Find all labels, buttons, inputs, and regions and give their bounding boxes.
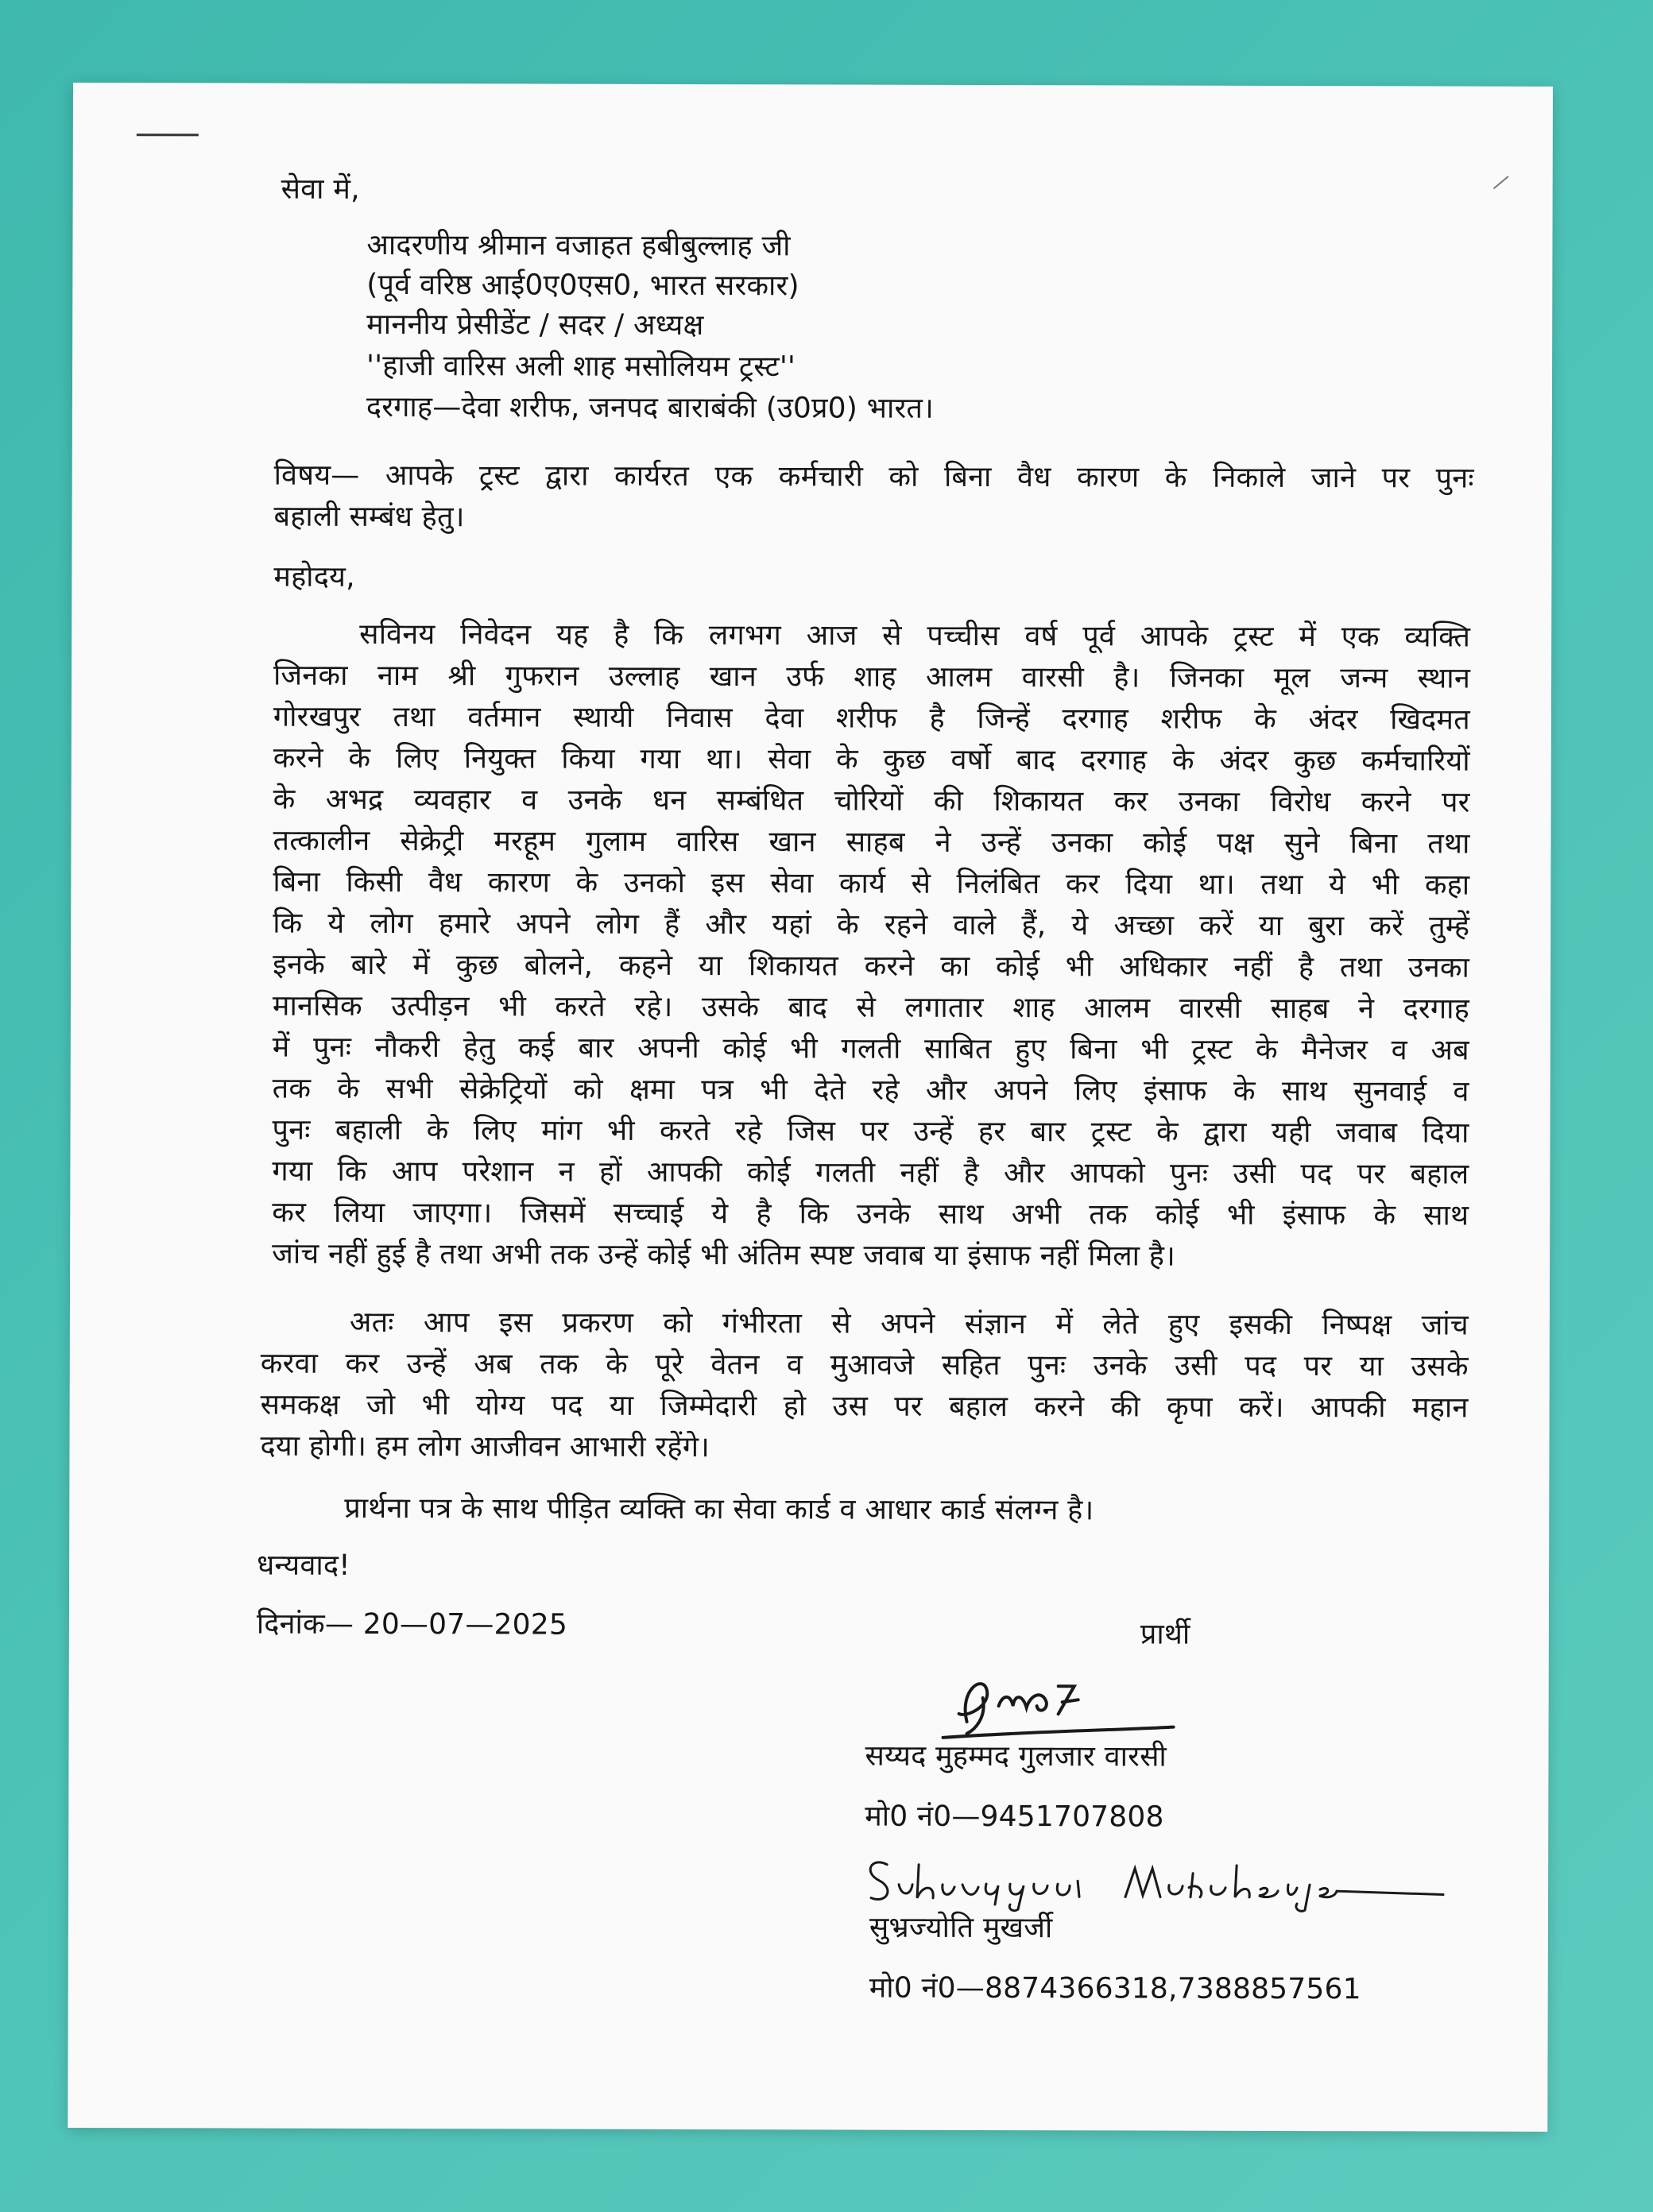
greeting: महोदय, xyxy=(273,560,355,594)
body-line: तत्कालीन सेक्रेट्री मरहूम गुलाम वारिस खान साहब ने उन्हें उनका कोई पक्ष सुने बिना तथा xyxy=(273,824,1470,860)
body-line: गोरखपुर तथा वर्तमान स्थायी निवास देवा शरीफ है जिन्हें दरगाह शरीफ के अंदर खिदमत xyxy=(273,700,1470,737)
signer2-name: सुभ्रज्योति मुखर्जी xyxy=(869,1911,1053,1945)
body-line: बिना किसी वैध कारण के उनको इस सेवा कार्य से निलंबित कर दिया था। तथा ये भी कहा xyxy=(273,865,1470,902)
enclosure-note: प्रार्थना पत्र के साथ पीड़ित व्यक्ति का सेवा कार्ड व आधार कार्ड संलग्न है। xyxy=(344,1491,1094,1527)
body-line: कि ये लोग हमारे अपने लोग हैं और यहां के रहने वाले हैं, ये अच्छा करें या बुरा करें तुम्हें xyxy=(273,907,1470,943)
address-line: ''हाजी वारिस अली शाह मसोलियम ट्रस्ट'' xyxy=(366,349,796,384)
salutation-to: सेवा में, xyxy=(281,172,360,206)
signer1-phone: मो0 नं0—9451707808 xyxy=(865,1800,1164,1834)
address-line: आदरणीय श्रीमान वजाहत हबीबुल्लाह जी xyxy=(366,228,791,263)
body-line: जिनका नाम श्री गुफरान उल्लाह खान उर्फ शाह आलम वारसी है। जिनका मूल जन्म स्थान xyxy=(273,659,1471,695)
subject-line: बहाली सम्बंध हेतु। xyxy=(273,500,465,534)
body-line: दया होगी। हम लोग आजीवन आभारी रहेंगे। xyxy=(260,1429,710,1464)
body-line: गया कि आप परेशान न हों आपकी कोई गलती नहीं है और आपको पुनः उसी पद पर बहाल xyxy=(272,1154,1469,1191)
body-line: जांच नहीं हुई है तथा अभी तक उन्हें कोई भी अंतिम स्पष्ट जवाब या इंसाफ नहीं मिला है। xyxy=(272,1237,1176,1273)
address-line: दरगाह—देवा शरीफ, जनपद बाराबंकी (उ0प्र0) भारत। xyxy=(366,390,935,425)
signature-2 xyxy=(855,1849,1459,1914)
body-line: करवा कर उन्हें अब तक के पूरे वेतन व मुआवजे सहित पुनः उनके उसी पद पर या उसके xyxy=(260,1347,1469,1383)
subject-line: विषय— आपके ट्रस्ट द्वारा कार्यरत एक कर्मचारी को बिना वैध कारण के निकाले जाने पर पुनः xyxy=(273,458,1474,495)
body-line: कर लिया जाएगा। जिसमें सच्चाई ये है कि उनके साथ अभी तक कोई भी इंसाफ के साथ xyxy=(272,1196,1469,1232)
body-line: करने के लिए नियुक्त किया गया था। सेवा के कुछ वर्षो बाद दरगाह के अंदर कुछ कर्मचारियों xyxy=(273,741,1470,778)
body-line: में पुनः नौकरी हेतु कई बार अपनी कोई भी गलती साबित हुए बिना भी ट्रस्ट के मैनेजर व अब xyxy=(272,1031,1469,1067)
body-line: इनके बारे में कुछ बोलने, कहने या शिकायत करने का कोई भी अधिकार नहीं है तथा उनका xyxy=(273,948,1470,984)
body-line: मानसिक उत्पीड़न भी करते रहे। उसके बाद से लगातार शाह आलम वारसी साहब ने दरगाह xyxy=(272,989,1470,1026)
pen-tick-mark xyxy=(1493,176,1509,189)
signer1-name: सय्यद मुहम्मद गुलजार वारसी xyxy=(865,1739,1167,1773)
letter-date: दिनांक— 20—07—2025 xyxy=(256,1607,568,1642)
body-line: पुनः बहाली के लिए मांग भी करते रहे जिस पर उन्हें हर बार ट्रस्ट के द्वारा यही जवाब दिया xyxy=(272,1113,1469,1150)
body-line: अतः आप इस प्रकरण को गंभीरता से अपने संज्ञान में लेते हुए इसकी निष्पक्ष जांच xyxy=(349,1305,1469,1342)
letter-paper xyxy=(68,83,1553,2132)
address-line: माननीय प्रेसीडेंट / सदर / अध्यक्ष xyxy=(366,307,704,342)
thanks: धन्यवाद! xyxy=(257,1549,350,1582)
body-line: समकक्ष जो भी योग्य पद या जिम्मेदारी हो उस पर बहाल करने की कृपा करें। आपकी महान xyxy=(260,1388,1469,1425)
body-line: सविनय निवेदन यह है कि लगभग आज से पच्चीस वर्ष पूर्व आपके ट्रस्ट में एक व्यक्ति xyxy=(359,617,1471,654)
applicant-label: प्रार्थी xyxy=(1140,1618,1190,1651)
pen-dash-mark xyxy=(137,133,199,136)
address-line: (पूर्व वरिष्ठ आई0ए0एस0, भारत सरकार) xyxy=(366,268,799,303)
body-line: तक के सभी सेक्रेट्रियों को क्षमा पत्र भी देते रहे और अपने लिए इंसाफ के साथ सुनवाई व xyxy=(272,1072,1469,1108)
body-line: के अभद्र व्यवहार व उनके धन सम्बंधित चोरियों की शिकायत कर उनका विरोध करने पर xyxy=(273,783,1470,819)
signer2-phone: मो0 नं0—8874366318,7388857561 xyxy=(869,1971,1361,2006)
